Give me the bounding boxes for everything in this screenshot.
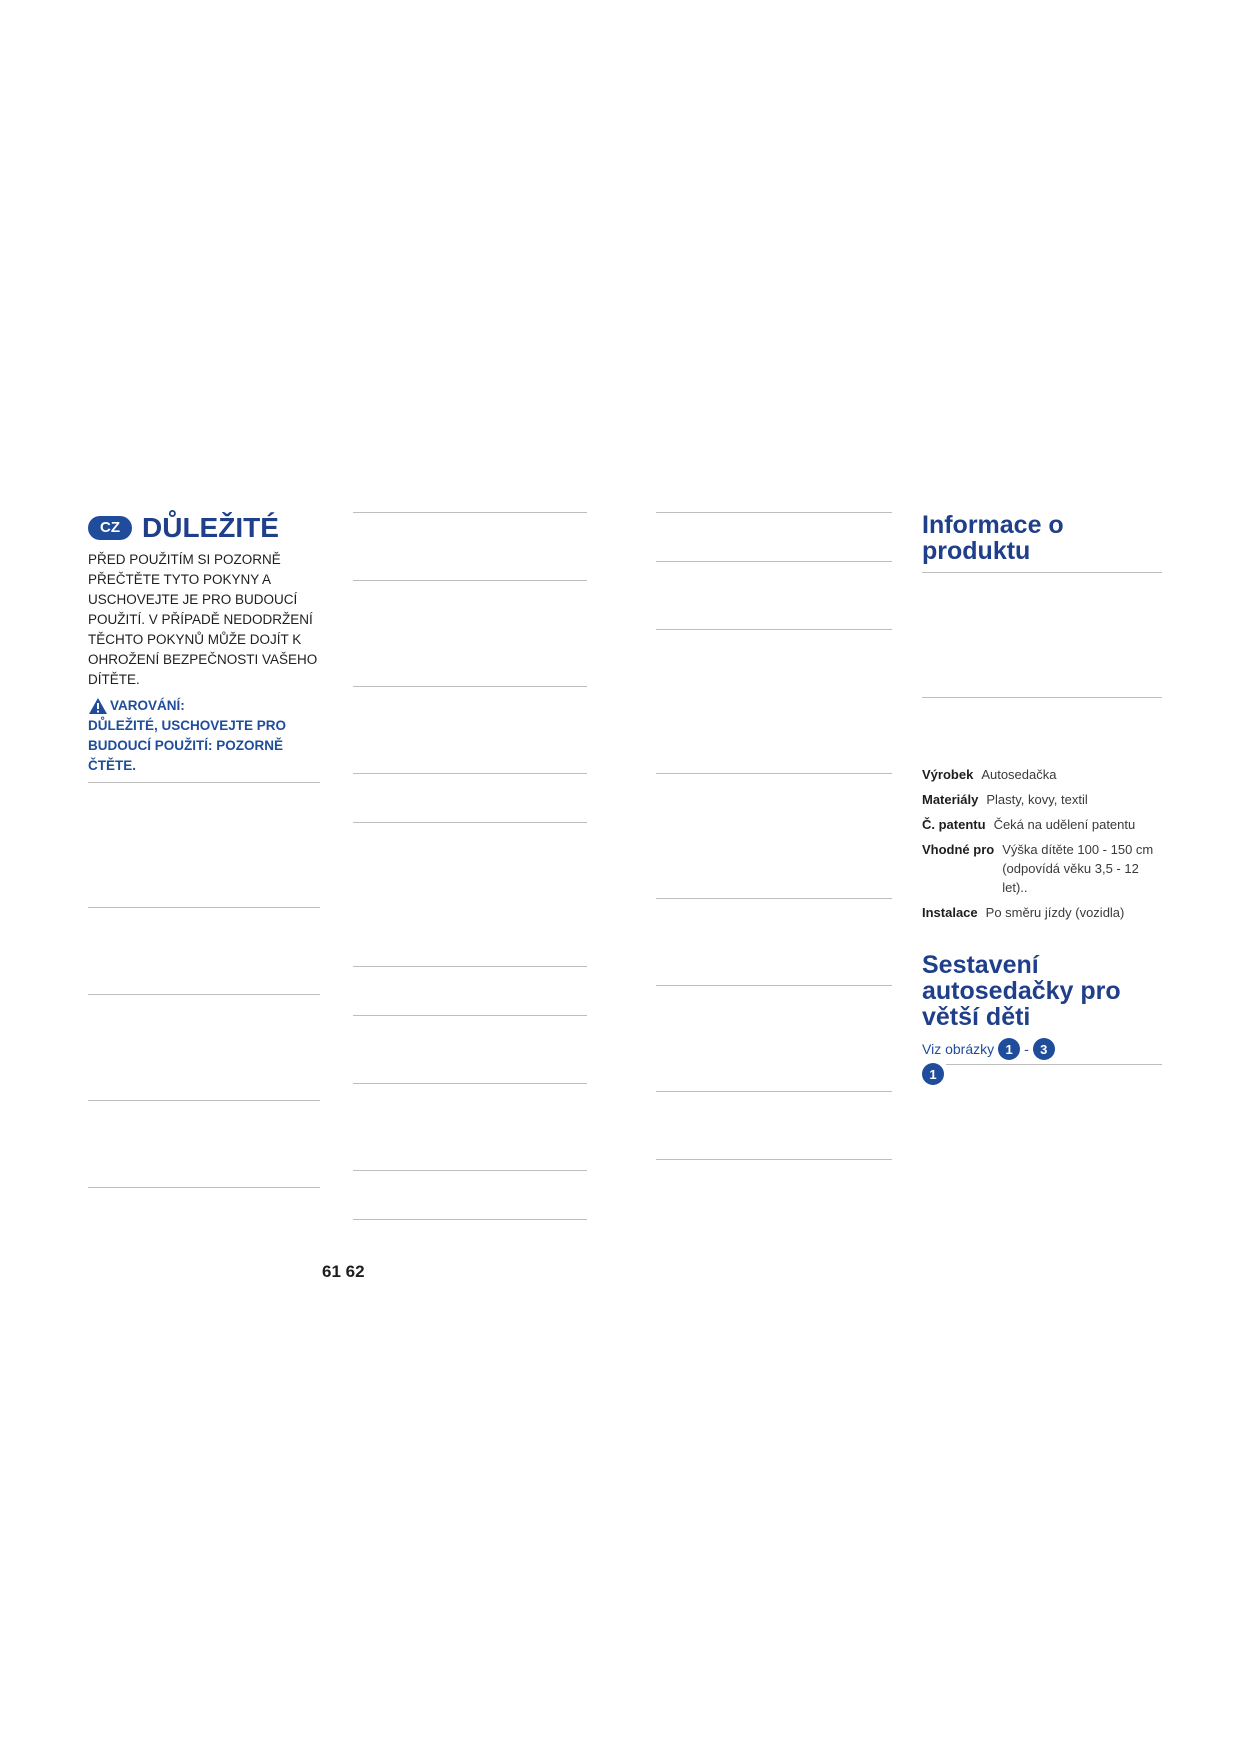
spec-row-product: Výrobek Autosedačka — [922, 767, 1057, 782]
warning-body: DŮLEŽITÉ, USCHOVEJTE PRO BUDOUCÍ POUŽITÍ: POZORNĚ ČTĚTE. — [88, 718, 287, 773]
spec-row-installation: Instalace Po směru jízdy (vozidla) — [922, 905, 1125, 920]
column-4 — [922, 512, 1162, 1170]
paragraph-block — [353, 773, 587, 810]
spec-row-patent: Č. patentu Čeká na udělení patentu — [922, 817, 1136, 832]
figure-number-badge: 1 — [998, 1038, 1020, 1060]
paragraph-block — [88, 1187, 320, 1243]
paragraph-block — [88, 994, 320, 1088]
intro-notice: PŘED POUŽITÍM SI POZORNĚ PŘEČTĚTE TYTO POKYNY A USCHOVEJTE JE PRO BUDOUCÍ POUŽITÍ. V PŘÍPADĚ NEDODRŽENÍ TĚCHTO POKYNŮ MŮŽE DOJÍT K OHROŽENÍ BEZPEČNOSTI VAŠEHO DÍTĚTE. — [88, 552, 318, 687]
paragraph-block — [88, 907, 320, 982]
paragraph-block — [656, 629, 892, 761]
paragraph-block — [656, 512, 892, 549]
spec-row-suitable: Vhodné pro Výška dítěte 100 - 150 cm (odpovídá věku 3,5 - 12 let).. — [922, 842, 1154, 895]
spec-row-materials: Materiály Plasty, kovy, textil — [922, 792, 1088, 807]
warning-icon — [88, 697, 108, 715]
warning-label: VAROVÁNÍ: — [110, 698, 185, 713]
paragraph-block — [353, 1083, 587, 1158]
assembly-step — [922, 1064, 1162, 1170]
paragraph-block — [353, 512, 587, 568]
language-badge: CZ — [88, 516, 132, 540]
section-heading — [88, 512, 320, 544]
paragraph-block — [353, 1015, 587, 1071]
paragraph-block — [353, 1219, 587, 1256]
warning-heading — [88, 696, 320, 716]
paragraph-block — [656, 898, 892, 973]
page-numbers: 61 62 — [322, 1262, 365, 1281]
paragraph-block — [353, 822, 587, 954]
paragraph-block — [353, 966, 587, 1003]
paragraph-block — [922, 697, 1162, 753]
paragraph-block — [656, 773, 892, 886]
paragraph-block — [353, 580, 587, 674]
paragraph-block — [656, 1091, 892, 1147]
column-2 — [353, 512, 587, 1268]
column-1 — [88, 512, 320, 1255]
paragraph-block — [88, 1100, 320, 1175]
paragraph-block — [946, 1064, 1162, 1158]
assembly-title: Sestavení autosedačky pro větší děti — [922, 951, 1121, 1031]
page-title: DŮLEŽITÉ — [142, 512, 279, 543]
see-figures: Viz obrázky 1 - 3 — [922, 1038, 1162, 1060]
paragraph-block — [656, 985, 892, 1079]
product-info-title: Informace o produktu — [922, 511, 1064, 565]
paragraph-block — [88, 782, 320, 895]
paragraph-block — [656, 561, 892, 617]
paragraph-block — [656, 1159, 892, 1234]
paragraph-block — [353, 686, 587, 761]
step-number-badge: 1 — [922, 1063, 944, 1085]
figure-number-badge: 3 — [1033, 1038, 1055, 1060]
paragraph-block — [353, 1170, 587, 1207]
column-3 — [656, 512, 892, 1246]
paragraph-block — [922, 572, 1162, 685]
